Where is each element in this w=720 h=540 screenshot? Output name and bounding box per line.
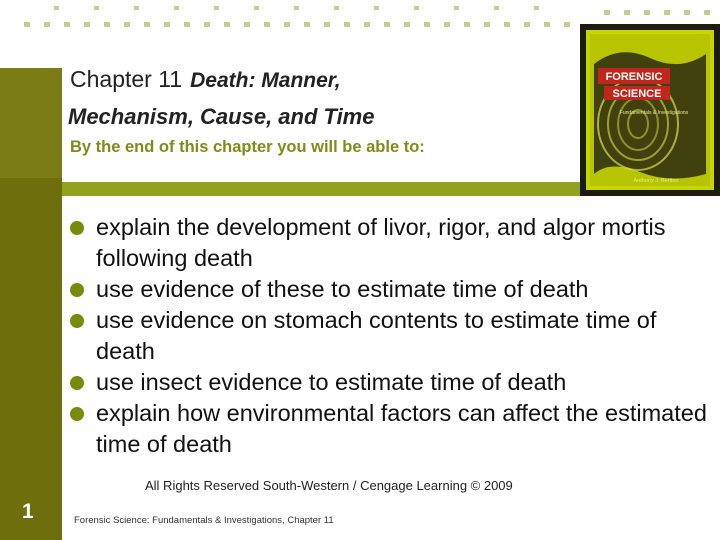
bullet-text: use evidence of these to estimate time of death xyxy=(96,276,589,302)
objectives-list xyxy=(70,212,710,460)
bullet-dot-icon xyxy=(70,376,84,390)
title-italic: Death: Manner, xyxy=(190,69,341,92)
left-accent-bar-top xyxy=(0,68,62,178)
bullet-dot-icon xyxy=(70,283,84,297)
bullet-dot-icon xyxy=(70,221,84,235)
list-item xyxy=(70,212,710,274)
list-item xyxy=(70,398,710,460)
bullet-text: explain how environmental factors can affect the estimated time of death xyxy=(96,400,707,457)
title-prefix: Chapter 11 xyxy=(70,66,183,92)
footer-text: Forensic Science: Fundamentals & Investigations, Chapter 11 xyxy=(74,515,334,526)
list-item xyxy=(70,274,710,305)
book-cover-image xyxy=(580,24,720,196)
slide-title xyxy=(70,66,341,93)
bullet-dot-icon xyxy=(70,314,84,328)
cover-author: Anthony J. Bertino xyxy=(633,178,679,184)
copyright-notice: All Rights Reserved South-Western / Cengage Learning © 2009 xyxy=(145,478,513,493)
slide-subtitle: By the end of this chapter you will be able to: xyxy=(70,138,425,156)
cover-title-line2: SCIENCE xyxy=(612,88,662,100)
bullet-text: use evidence on stomach contents to estimate time of death xyxy=(96,307,657,364)
list-item xyxy=(70,305,710,367)
bullet-text: use insect evidence to estimate time of death xyxy=(96,369,567,395)
page-number: 1 xyxy=(22,500,34,523)
bullet-text: explain the development of livor, rigor, and algor mortis following death xyxy=(96,214,666,271)
cover-title-line1: FORENSIC xyxy=(605,71,663,83)
book-cover-art xyxy=(580,24,720,196)
bullet-dot-icon xyxy=(70,407,84,421)
slide-title-line2: Mechanism, Cause, and Time xyxy=(68,104,375,129)
cover-subtitle: Fundamentals & Investigations xyxy=(619,110,689,116)
list-item xyxy=(70,367,710,398)
